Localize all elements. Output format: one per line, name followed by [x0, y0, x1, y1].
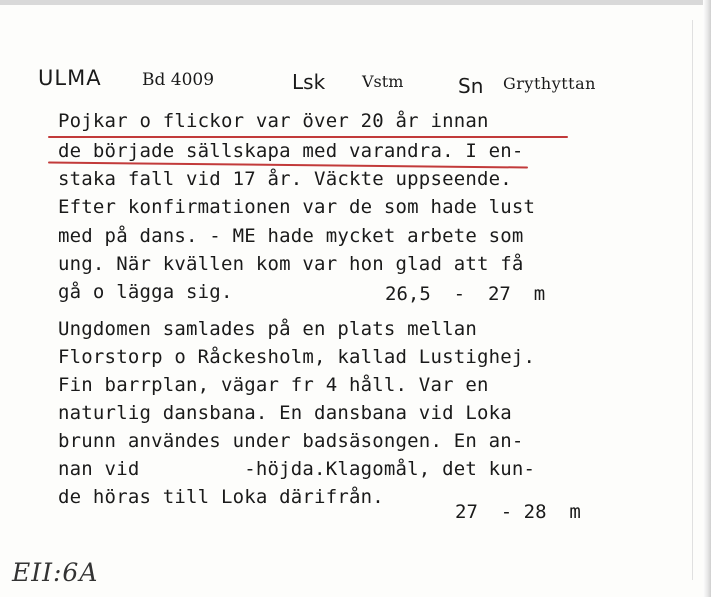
entry1-line-3: staka fall vid 17 år. Väckte uppseende.: [58, 168, 512, 190]
archive-code: ULMA: [38, 66, 102, 90]
record-number: Bd 4009: [142, 70, 215, 90]
entry1-line-7: gå o lägga sig.: [58, 281, 233, 303]
entry1-line-2: de började sällskapa med varandra. I en-: [58, 140, 524, 162]
card-fold-line: [692, 20, 693, 580]
entry2-line-5: brunn användes under badsäsongen. En an-: [58, 430, 524, 452]
entry2-line-7: de höras till Loka därifrån.: [58, 486, 384, 508]
entry1-line-4: Efter konfirmationen var de som hade lust: [58, 196, 536, 218]
entry2-line-2: Florstorp o Råckesholm, kallad Lustighej.: [58, 346, 536, 368]
entry2-line-6: nan vid -höjda.Klagomål, det kun-: [58, 458, 536, 480]
entry1-pages: 26,5 - 27 m: [385, 283, 546, 305]
card-right-edge: [703, 0, 711, 597]
entry1-line-1: Pojkar o flickor var över 20 år innan: [58, 110, 489, 132]
red-underline-1: [48, 136, 568, 138]
parish-value: Grythyttan: [503, 74, 596, 93]
handwritten-signum: EII:6A: [12, 558, 99, 587]
county-value: Vstm: [362, 72, 404, 91]
card-top-edge: [0, 0, 711, 5]
entry2-line-3: Fin barrplan, vägar fr 4 håll. Var en: [58, 374, 489, 396]
entry1-line-5: med på dans. - ME hade mycket arbete som: [58, 225, 524, 247]
entry2-line-1: Ungdomen samlades på en plats mellan: [58, 318, 478, 340]
entry2-pages: 27 - 28 m: [455, 501, 581, 523]
entry2-line-4: naturlig dansbana. En dansbana vid Loka: [58, 402, 512, 424]
entry1-line-6: ung. När kvällen kom var hon glad att få: [58, 253, 524, 275]
parish-label: Sn: [458, 74, 484, 98]
county-label: Lsk: [292, 70, 326, 94]
